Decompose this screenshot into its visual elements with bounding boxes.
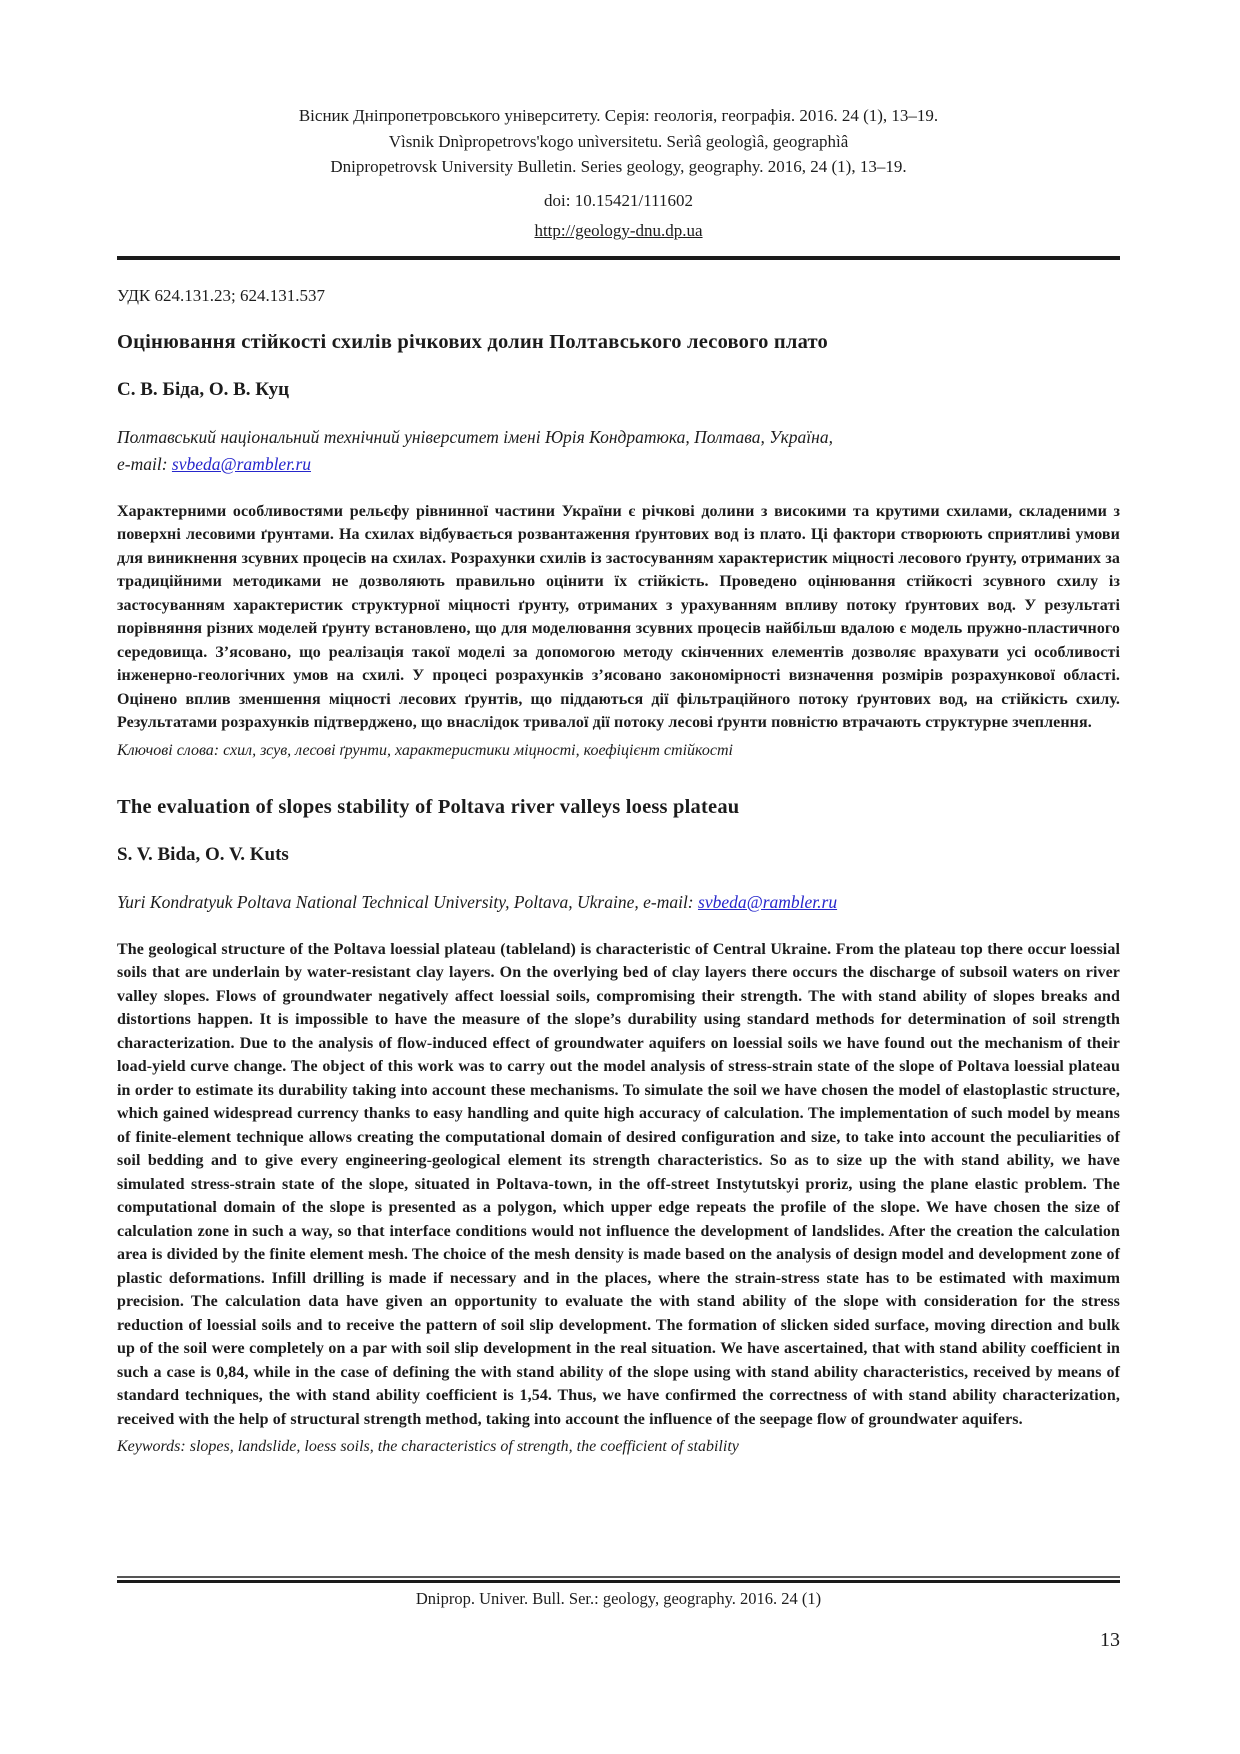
page-number: 13	[1100, 1629, 1120, 1651]
udc-code: УДК 624.131.23; 624.131.537	[117, 285, 325, 305]
journal-header-line-en: Dnipropetrovsk University Bulletin. Series geology, geography. 2016, 24 (1), 13–19.	[330, 157, 907, 176]
authors-en: S. V. Bida, O. V. Kuts	[117, 843, 289, 865]
article-title-uk: Оцінювання стійкості схилів річкових долин Полтавського лесового плато	[117, 330, 828, 353]
journal-url-line	[117, 221, 1120, 241]
journal-header-line-uk: Вісник Дніпропетровського університету. Серія: геологія, географія. 2016. 24 (1), 13–19.	[298, 106, 939, 125]
email-link-en[interactable]: svbeda@rambler.ru	[698, 891, 838, 912]
footer-citation: Dniprop. Univer. Bull. Ser.: geology, geography. 2016. 24 (1)	[415, 1589, 822, 1608]
journal-url-link[interactable]: http://geology-dnu.dp.ua	[534, 220, 703, 240]
affiliation-uk	[117, 424, 1120, 478]
authors-uk: С. В. Біда, О. В. Куц	[117, 378, 290, 400]
abstract-en: The geological structure of the Poltava loessial plateau (tableland) is characteristic of Central Ukraine. From the plateau top there occur loessial soils that are underlain by water-resistant clay layers. On the overlying bed of clay layers there occurs the discharge of subsoil waters on river valley slopes. Flows of groundwater negatively affect loessial soils, compromising their strength. The with stand ability of slopes breaks and distortions happen. It is impossible to have the measure of the slope’s durability using standard methods for determination of soil strength characterization. Due to the analysis of flow-induced effect of groundwater aquifers on loessial soils we have found out the mechanism of their load-yield curve change. The object of this work was to carry out the model analysis of stress-strain state of the slope of Poltava loessial plateau in order to estimate its durability taking into account these mechanisms. To simulate the soil we have chosen the model of elastoplastic structure, which gained widespread currency thanks to easy handling and quite high accuracy of calculation. The implementation of such model by means of finite-element technique allows creating the computational domain of desired configuration and size, to take into account the peculiarities of soil bedding and to give every engineering-geological element its strength characteristics. So as to size up the with stand ability, we have simulated stress-strain state of the slope, situated in Poltava-town, in the off-street Instytutskyi proriz, using the plane elastic problem. The computational domain of the slope is presented as a polygon, which upper edge repeats the profile of the slope. We have chosen the size of calculation zone in such a way, so that interface conditions would not influence the development of landslides. After the creation the calculation area is divided by the finite element mesh. The choice of the mesh density is made based on the analysis of design model and development zone of plastic deformations. Infill drilling is made if necessary and in the places, where the strain-stress state has to be estimated with maximum precision. The calculation data have given an opportunity to evaluate the with stand ability of the slope with consideration for the stress reduction of loessial soils and to receive the pattern of soil slip development. The formation of slicken sided surface, moving direction and bulk up of the soil were completely on a par with soil slip development in the real situation. We have ascertained, that with stand ability coefficient in such a case is 0,84, while in the case of defining the with stand ability of the slope using with stand ability characteristics, received by means of standard techniques, the with stand ability coefficient is 1,54. Thus, we have confirmed the correctness of with stand ability characterization, received with the help of structural strength method, taking into account the influence of the seepage flow of groundwater aquifers.	[117, 940, 1120, 1428]
keywords-en: Keywords: slopes, landslide, loess soils, the characteristics of strength, the coefficient of stability	[117, 1438, 739, 1455]
affiliation-uk-text: Полтавський національний технічний університет імені Юрія Кондратюка, Полтава, Україна,	[117, 426, 833, 447]
doi-line: doi: 10.15421/111602	[544, 190, 693, 210]
keywords-uk: Ключові слова: схил, зсув, лесові ґрунти, характеристики міцності, коефіцієнт стійкості	[117, 741, 733, 759]
email-label-uk: e-mail:	[117, 453, 172, 474]
journal-header-line-translit: Vìsnik Dnìpropetrovs'kogo unìversitetu. Serìâ geologìâ, geographìâ	[388, 131, 849, 151]
page-footer	[117, 1576, 1120, 1652]
header-divider-rule	[117, 256, 1120, 260]
affiliation-en-text: Yuri Kondratyuk Poltava National Technical University, Poltava, Ukraine, e-mail:	[117, 891, 699, 912]
affiliation-en	[117, 889, 1120, 916]
email-link-uk[interactable]: svbeda@rambler.ru	[171, 453, 311, 474]
footer-divider-rule	[117, 1576, 1120, 1583]
abstract-uk: Характерними особливостями рельєфу рівнинної частини України є річкові долини з високими та крутими схилами, складеними з поверхні лесовими ґрунтами. На схилах відбувається розвантаження ґрунтових вод із плато. Ці фактори створюють сприятливі умови для виникнення зсувних процесів на схилах. Розрахунки схилів із застосуванням характеристик міцності лесового ґрунту, отриманих за традиційними методиками не дозволяють правильно оцінити їх стійкість. Проведено оцінювання стійкості зсувного схилу із застосуванням характеристик структурної міцності ґрунту, отриманих з урахуванням впливу потоку ґрунтових вод. У результаті порівняння різних моделей ґрунту встановлено, що для моделювання зсувних процесів найбільш вдалою є модель пружно-пластичного середовища. З’ясовано, що реалізація такої моделі за допомогою методу скінченних елементів дозволяє врахувати усі особливості інженерно-геологічних умов на схилі. У процесі розрахунків з’ясовано закономірності визначення розмірів розрахункової області. Оцінено вплив зменшення міцності лесових ґрунтів, що піддаються дії фільтраційного потоку ґрунтових вод, на стійкість схилу. Результатами розрахунків підтверджено, що внаслідок тривалої дії потоку лесові ґрунти повністю втрачають структурне зчеплення.	[117, 502, 1120, 731]
article-title-en: The evaluation of slopes stability of Poltava river valleys loess plateau	[117, 795, 740, 818]
